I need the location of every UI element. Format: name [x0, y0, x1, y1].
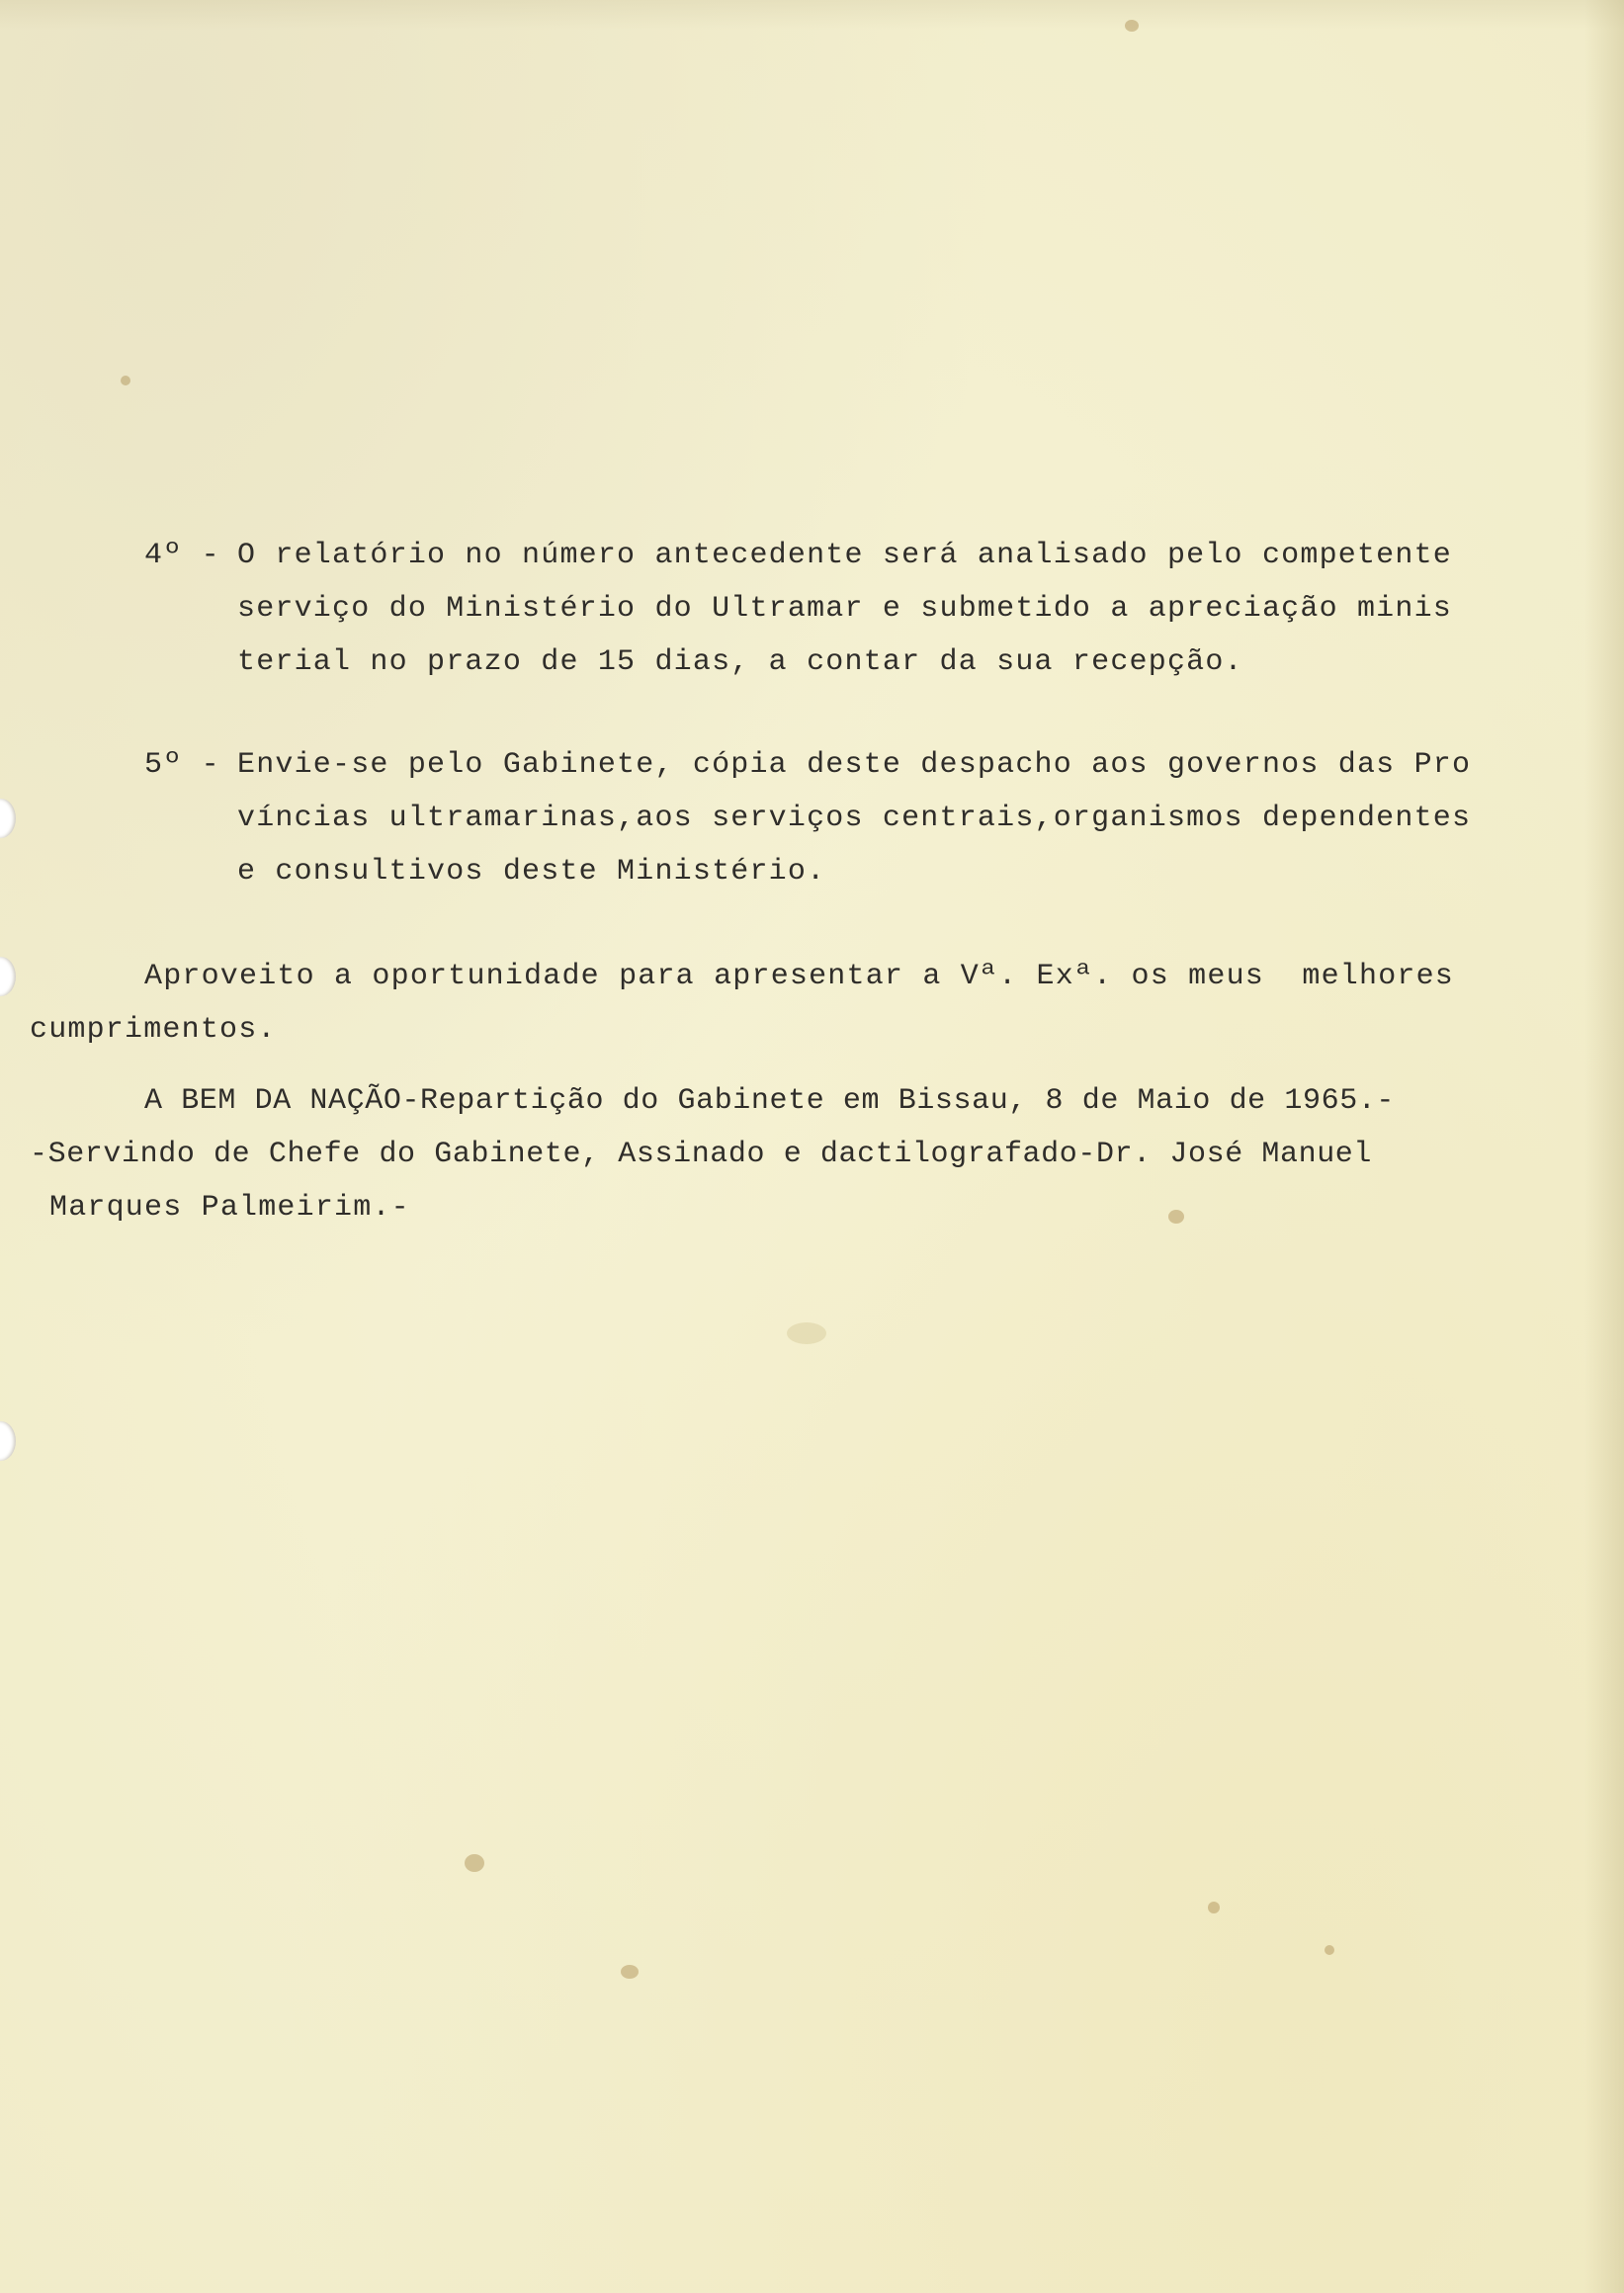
item-4-number: 4º - [144, 539, 220, 572]
item-5-line-2: víncias ultramarinas,aos serviços centrais,organismos dependentes [237, 802, 1472, 835]
paper-stain [787, 1322, 826, 1344]
signature-line-2: -Servindo de Chefe do Gabinete, Assinado e dactilografado-Dr. José Manuel [30, 1138, 1373, 1171]
paper-stain [121, 376, 130, 385]
signature-line-1: A BEM DA NAÇÃO-Repartição do Gabinete em Bissau, 8 de Maio de 1965.- [144, 1084, 1395, 1118]
paper-stain [1208, 1902, 1220, 1913]
item-4-line-1: O relatório no número antecedente será analisado pelo competente [237, 539, 1452, 572]
punch-hole [0, 1421, 16, 1461]
paper-stain [1125, 20, 1139, 32]
paper-top-shade [0, 0, 1624, 30]
item-5-line-3: e consultivos deste Ministério. [237, 855, 826, 889]
closing-line-1: Aproveito a oportunidade para apresentar a Vª. Exª. os meus melhores [144, 960, 1455, 993]
punch-hole [0, 799, 16, 838]
punch-hole [0, 957, 16, 996]
signature-line-3: Marques Palmeirim.- [49, 1191, 410, 1225]
item-5-line-1: Envie-se pelo Gabinete, cópia deste despacho aos governos das Pro [237, 748, 1472, 782]
item-5-number: 5º - [144, 748, 220, 782]
item-4-line-3: terial no prazo de 15 dias, a contar da sua recepção. [237, 645, 1243, 679]
paper-stain [1325, 1945, 1334, 1955]
paper-stain [465, 1854, 484, 1872]
paper-stain [621, 1965, 639, 1979]
paper-edge-shade [1584, 0, 1624, 2293]
closing-line-2: cumprimentos. [30, 1013, 277, 1047]
item-4-line-2: serviço do Ministério do Ultramar e submetido a apreciação minis [237, 592, 1452, 626]
paper-stain [1168, 1210, 1184, 1224]
